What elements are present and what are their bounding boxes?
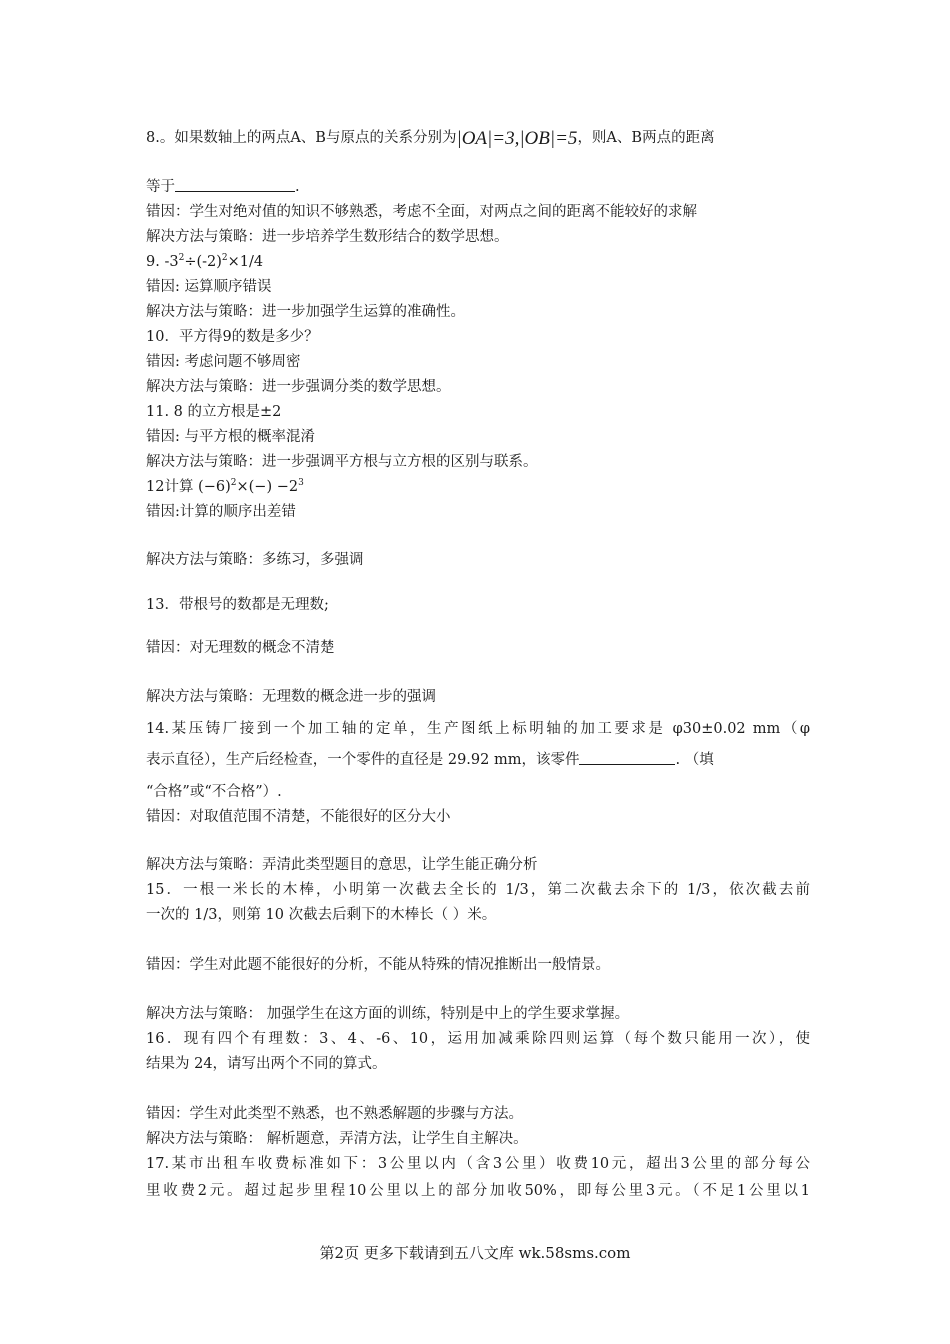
q16-line2: 结果为 24，请写出两个不同的算式。	[146, 1056, 387, 1072]
q8-math-oa: |OA|=3,	[456, 128, 520, 149]
q13-strategy: 解决方法与策略：无理数的概念进一步的强调	[146, 689, 436, 705]
q9-text-a: 9. -3	[146, 254, 179, 270]
q14-line2-text: 表示直径），生产后经检查，一个零件的直径是 29.92 mm，该零件	[146, 752, 580, 768]
q8-reason: 错因：学生对绝对值的知识不够熟悉，考虑不全面，对两点之间的距离不能较好的求解	[146, 204, 697, 220]
q14-line3: “合格”或“不合格”）.	[146, 784, 282, 800]
q13-reason: 错因：对无理数的概念不清楚	[146, 640, 335, 656]
q12-question	[146, 477, 810, 497]
q8-answer-blank	[175, 177, 295, 192]
q8-line2	[146, 177, 810, 197]
q9-sup2: 2	[221, 253, 228, 263]
q9-text-b: ÷(-2)	[184, 254, 222, 270]
q17-line1: 17.某市出租车收费标准如下：3公里以内（含3公里）收费10元，超出3公里的部分每公	[146, 1156, 810, 1172]
q11-strategy: 解决方法与策略：进一步强调平方根与立方根的区别与联系。	[146, 454, 538, 470]
q17-line2: 里收费2元。超过起步里程10公里以上的部分加收50%，即每公里3元。（不足1公里以1	[146, 1183, 810, 1199]
q8-line2-end: .	[295, 179, 300, 195]
q12-sup1: 2	[230, 478, 237, 488]
q11-reason: 错因: 与平方根的概率混淆	[146, 429, 315, 445]
q13-question: 13．带根号的数都是无理数;	[146, 597, 329, 613]
q9-text-c: ×1/4	[227, 254, 264, 270]
q14-line1: 14.某压铸厂接到一个加工轴的定单，生产图纸上标明轴的加工要求是 φ30±0.02 mm（φ	[146, 721, 810, 737]
q15-strategy: 解决方法与策略： 加强学生在这方面的训练，特别是中上的学生要求掌握。	[146, 1006, 630, 1022]
q15-line1: 15．一根一米长的木棒，小明第一次截去全长的 1/3，第二次截去余下的 1/3，依次截去前	[146, 882, 810, 898]
q12-text-b: ×(−) −2	[236, 479, 299, 495]
q8-line1	[146, 128, 810, 149]
q8-text: 8.。如果数轴上的两点A、B与原点的关系分别为	[146, 130, 457, 146]
q12-strategy: 解决方法与策略：多练习，多强调	[146, 552, 364, 568]
q10-reason: 错因: 考虑问题不够周密	[146, 354, 301, 370]
q16-strategy: 解决方法与策略： 解析题意，弄清方法，让学生自主解决。	[146, 1131, 528, 1147]
q16-line1: 16．现有四个有理数：3、4、-6、10，运用加减乘除四则运算（每个数只能用一次），使	[146, 1031, 810, 1047]
q14-strategy: 解决方法与策略：弄清此类型题目的意思，让学生能正确分析	[146, 857, 538, 873]
page-footer: 第2页 更多下载请到五八文库 wk.58sms.com	[319, 1244, 631, 1262]
q14-answer-blank	[579, 750, 675, 765]
q11-question: 11. 8 的立方根是±2	[146, 404, 282, 420]
q8-strategy: 解决方法与策略：进一步培养学生数形结合的数学思想。	[146, 229, 509, 245]
q9-strategy: 解决方法与策略：进一步加强学生运算的准确性。	[146, 304, 465, 320]
q14-line2-end: . （填	[675, 752, 714, 768]
q10-question: 10．平方得9的数是多少？	[146, 329, 319, 345]
q8-text-post: ，则A、B两点的距离	[577, 130, 715, 146]
q9-question	[146, 252, 810, 272]
q15-reason: 错因：学生对此题不能很好的分析，不能从特殊的情况推断出一般情景。	[146, 957, 610, 973]
q8-line2-text: 等于	[146, 179, 175, 195]
q14-line2	[146, 750, 810, 770]
q8-math-ob: |OB|=5	[519, 128, 578, 149]
q12-text-a: 12计算 (−6)	[146, 479, 231, 495]
q12-sup2: 3	[298, 478, 304, 488]
q9-reason: 错因: 运算顺序错误	[146, 279, 272, 295]
q12-reason: 错因:计算的顺序出差错	[146, 504, 296, 520]
q10-strategy: 解决方法与策略：进一步强调分类的数学思想。	[146, 379, 451, 395]
q8-math	[456, 128, 577, 149]
q16-reason: 错因：学生对此类型不熟悉，也不熟悉解题的步骤与方法。	[146, 1106, 523, 1122]
q15-line2: 一次的 1/3，则第 10 次截去后剩下的木棒长（ ）米。	[146, 907, 497, 923]
q14-reason: 错因：对取值范围不清楚，不能很好的区分大小	[146, 809, 451, 825]
q9-sup1: 2	[178, 253, 185, 263]
